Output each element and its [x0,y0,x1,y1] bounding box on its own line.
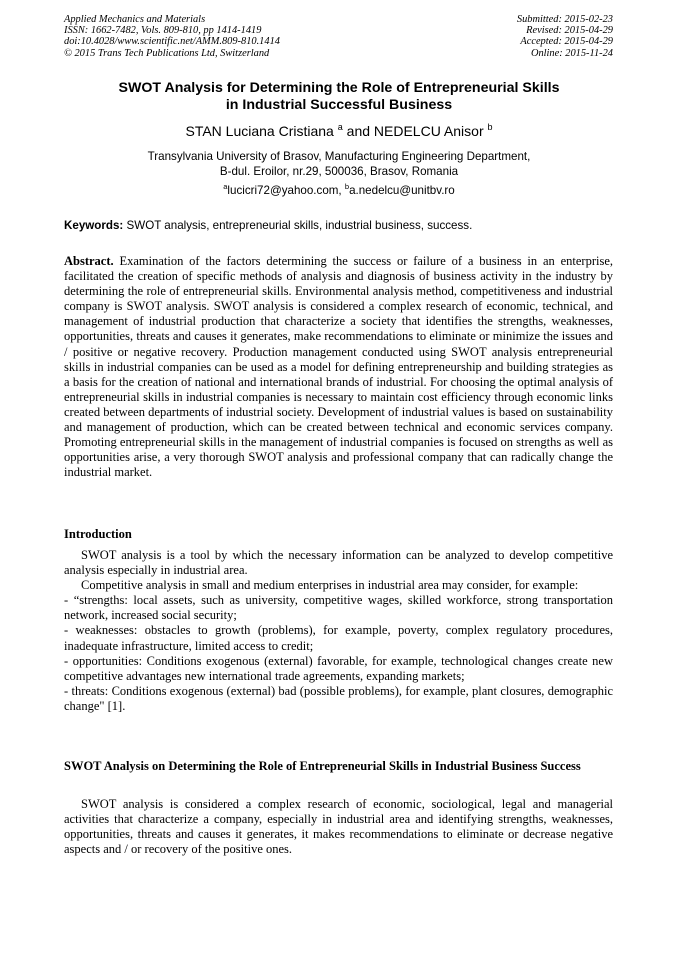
revised-date: Revised: 2015-04-29 [526,25,613,37]
abstract [64,254,613,480]
intro-bullet-opportunities: - opportunities: Conditions exogenous (external) favorable, for example, technological changes create new competitive advantages new international trade agreements, expanding markets; [64,653,613,683]
introduction-heading: Introduction [64,527,132,541]
intro-paragraph-1: SWOT analysis is a tool by which the necessary information can be analyzed to develop competitive analysis especially in industrial area. [64,548,613,578]
author-2: NEDELCU Anisor [373,123,484,139]
title-line-2: in Industrial Successful Business [225,97,453,113]
author-list [60,122,618,140]
email-a-mark: a [223,182,228,191]
intro-bullet-weaknesses: - weaknesses: obstacles to growth (problems), for example, poverty, complex regulatory procedures, inadequate infrastructure, limited access to credit; [64,623,613,653]
affiliation-line-1: Transylvania University of Brasov, Manufacturing Engineering Department, [147,150,531,163]
journal-name: Applied Mechanics and Materials [64,14,206,25]
email-a: lucicri72@yahoo.com, [227,184,342,197]
issn-line: ISSN: 1662-7482, Vols. 809-810, pp 1414-1419 [64,25,262,37]
affiliation-line-2: B-dul. Eroilor, nr.29, 500036, Brasov, Romania [219,164,459,178]
abstract-text: Examination of the factors determining the success or failure of a business in an enterprise, facilitated the creation of specific methods of analysis and diagnosis of business activity in the industry by determining the role of entrepreneurial skills. Environmental analysis method, competitiveness and industrial company is SWOT analysis. SWOT analysis is considered a complex research of economic, technical, and management of industrial production that characterize a society that identifies the strengths, weaknesses, opportunities, threats and causes it generates, make recommendations to eliminate or minimize the issues and / positive or negative recovery. Production management conducted using SWOT analysis entrepreneurial skills in industrial companies can be used as a model for defining entrepreneurship and building strategies as a basis for the creation of national and international brands of industrial. For choosing the optimal analysis of entrepreneurial skills in industrial companies is necessary to maintain cost efficiency through economic links created between departments of industrial society. Development of industrial values is based on sustainability and management of production, which can be created between technical and economic services company. Promoting entrepreneurial skills in the management of industrial companies is focused on strengths as well as opportunities arise, a very thorough SWOT analysis and professional company that can radically change the industrial market. [64,254,613,480]
author-emails [60,184,618,198]
author-2-affil-mark: b [487,122,493,132]
submission-dates [517,14,613,59]
doi-line: doi:10.4028/www.scientific.net/AMM.809-810.1414 [64,36,280,48]
keywords-text: SWOT analysis, entrepreneurial skills, industrial business, success. [126,219,473,232]
abstract-label: Abstract. [64,254,114,268]
paper-title [60,80,618,114]
email-b-mark: b [344,182,350,191]
keywords [64,219,614,233]
swot-paragraph-1: SWOT analysis is considered a complex research of economic, sociological, legal and managerial activities that characterize a company, especially in industrial area and identifying strengths, weaknesses, opportunities, threats and causes it generates, it makes recommendations to eliminate or decrease negative aspects and / or recovery of the positive ones. [64,797,613,857]
swot-section-heading: SWOT Analysis on Determining the Role of Entrepreneurial Skills in Industrial Business Success [64,759,581,773]
keywords-label: Keywords: [64,219,124,232]
journal-info [64,14,280,59]
online-date: Online: 2015-11-24 [530,47,613,59]
title-line-1: SWOT Analysis for Determining the Role of Entrepreneurial Skills [118,80,560,96]
swot-section-body [64,797,613,857]
author-1: STAN Luciana Cristiana [185,123,334,139]
author-joiner: and [346,123,371,139]
copyright-line: © 2015 Trans Tech Publications Ltd, Switzerland [64,47,270,59]
affiliation [60,150,618,179]
intro-bullet-threats: - threats: Conditions exogenous (external) bad (possible problems), for example, plant closures, demographic change" [1]. [64,683,613,713]
introduction-body [64,548,613,714]
intro-paragraph-2: Competitive analysis in small and medium enterprises in industrial area may consider, for example: [81,578,579,593]
author-1-affil-mark: a [337,122,343,132]
submitted-date: Submitted: 2015-02-23 [516,14,613,25]
email-b: a.nedelcu@unitbv.ro [349,184,455,197]
accepted-date: Accepted: 2015-04-29 [520,36,613,48]
intro-bullet-strengths: - “strengths: local assets, such as university, competitive wages, skilled workforce, strong transportation network, increased social security; [64,593,613,623]
